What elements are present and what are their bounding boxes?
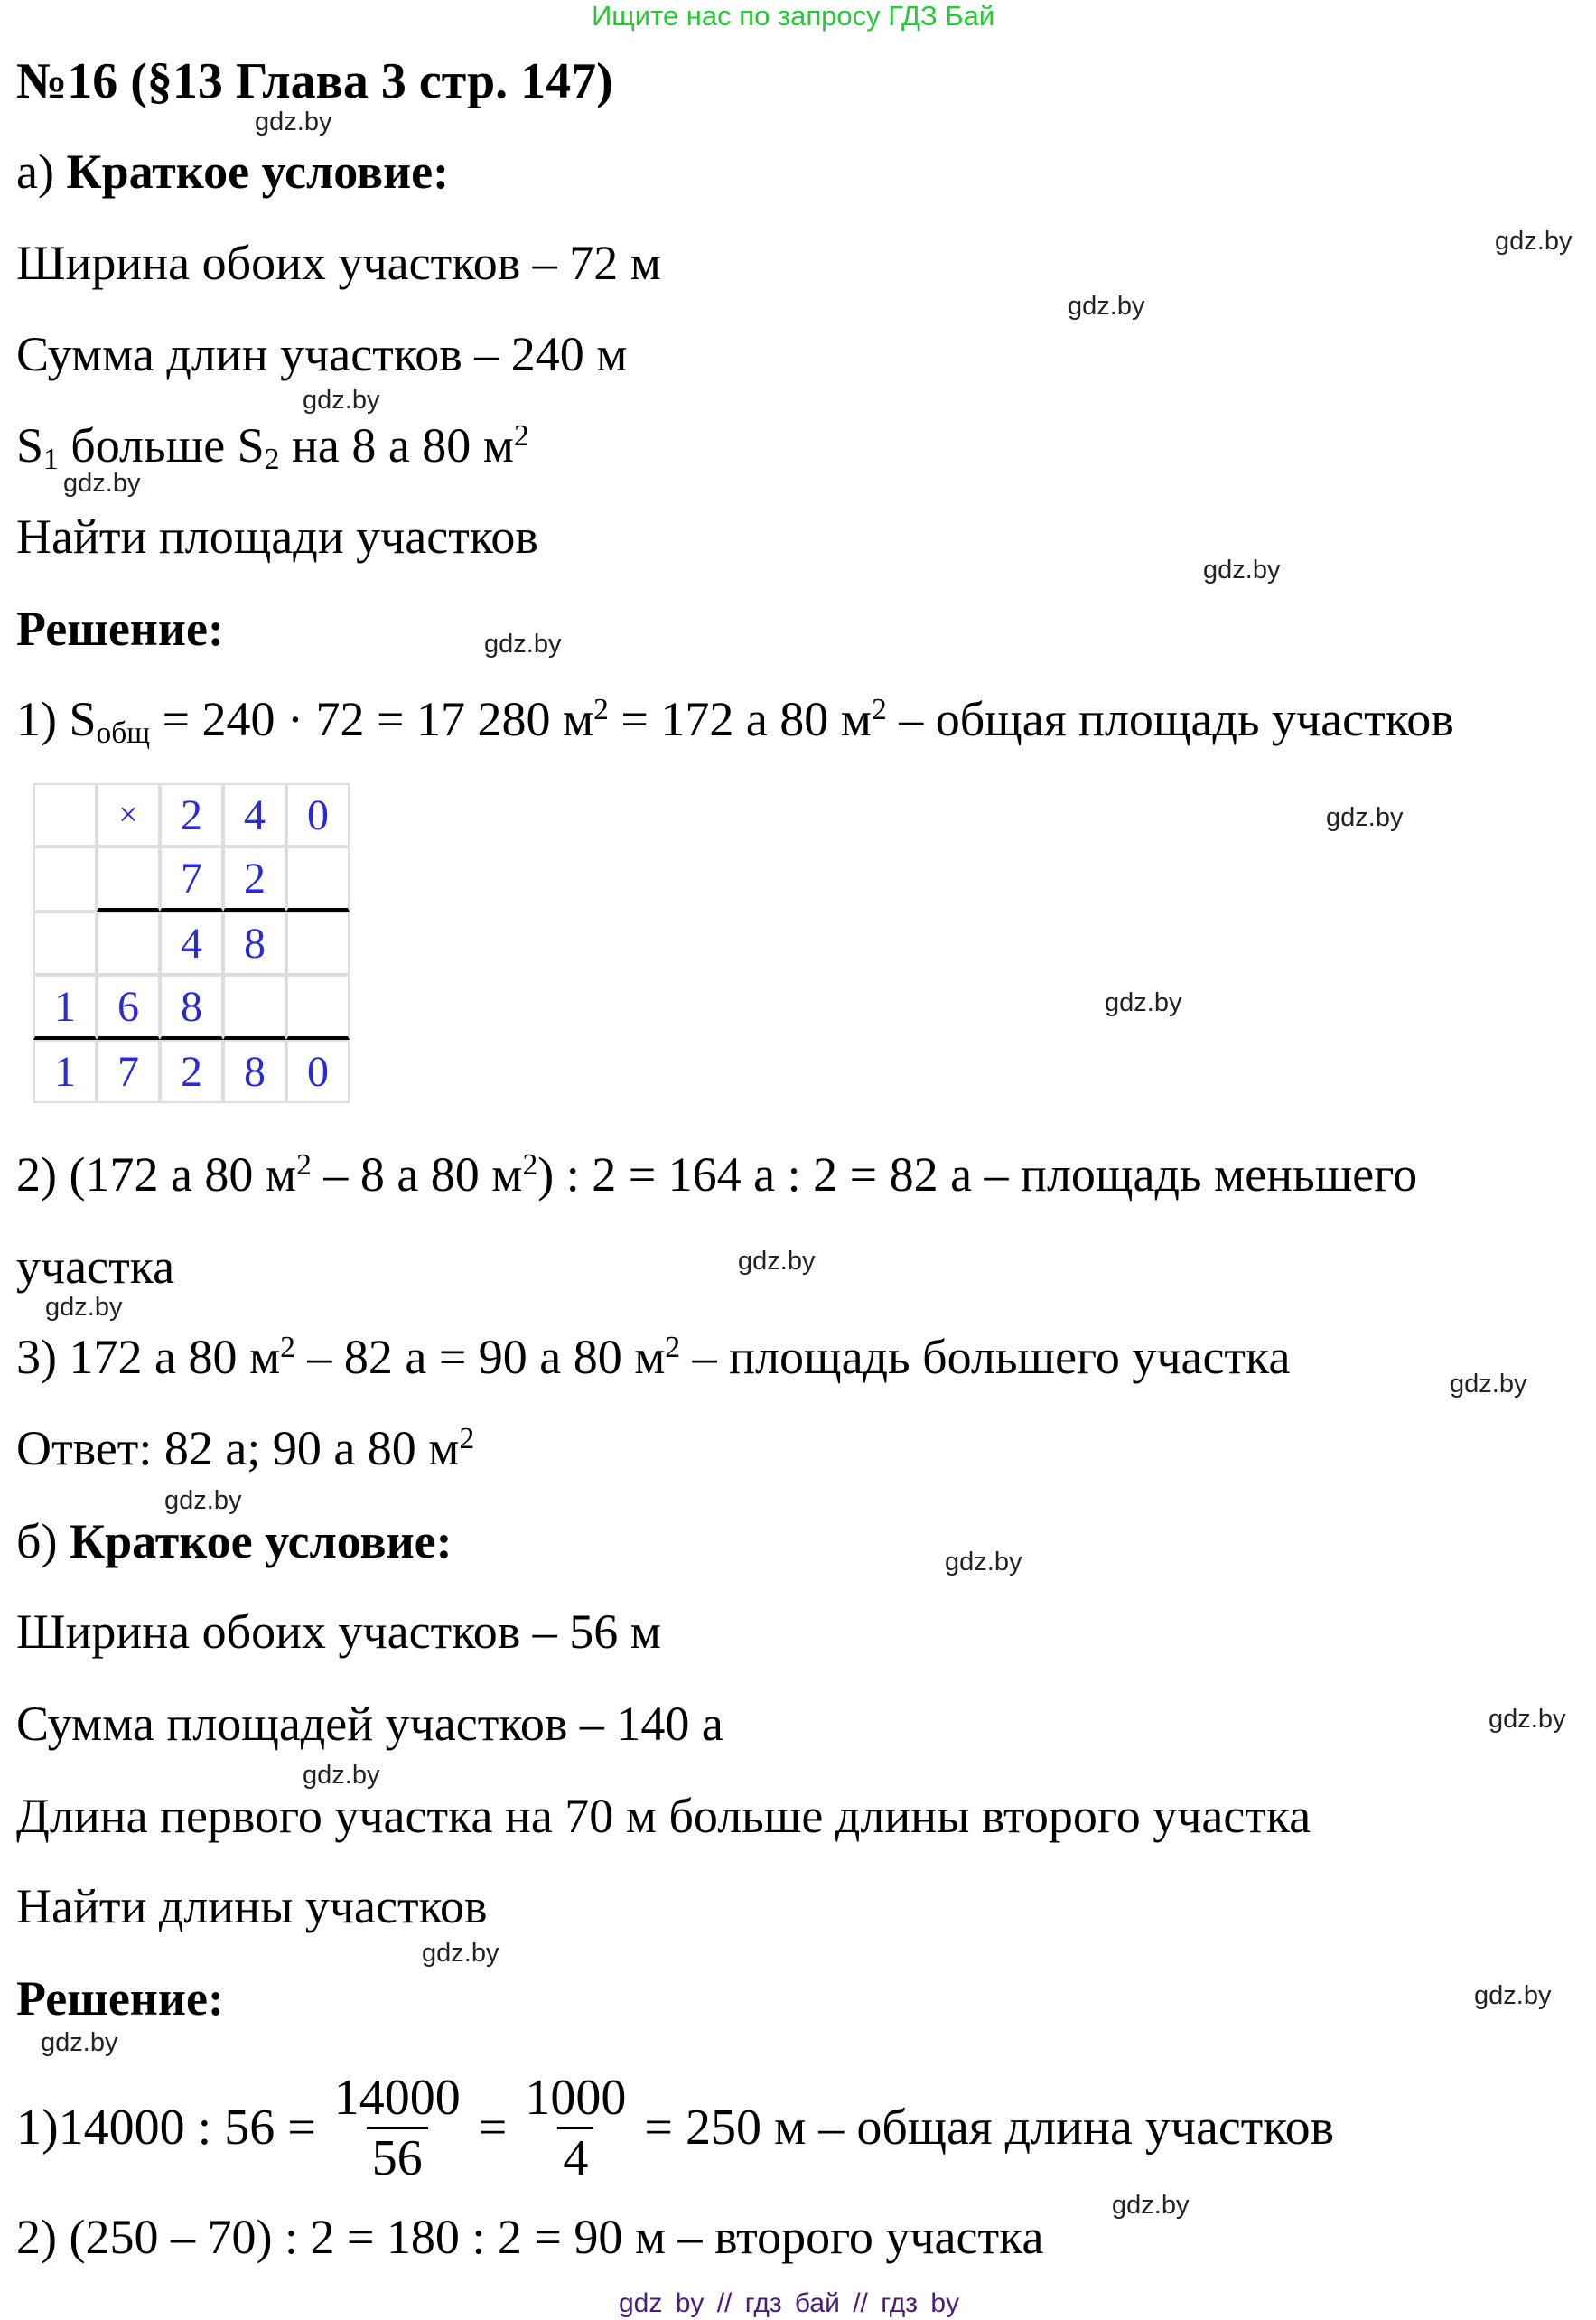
multiplication-table: × 2 4 0 7 2 4 8 1 6 8 1 7 2 8 0 — [33, 783, 350, 1103]
condition-sum-lengths: Сумма длин участков – 240 м — [16, 327, 628, 381]
step2-a-cont: участка — [16, 1240, 175, 1294]
fraction: $\frac{1000}{4}$ — [525, 2069, 627, 2186]
watermark: gdz.by — [1495, 227, 1573, 256]
watermark: gdz.by — [1203, 556, 1281, 585]
footer-links: gdz by // гдз бай // гдз by — [619, 2288, 960, 2318]
step1-a: 1) $S_{общ} = 240 \cdot 72 = 17$ 280 $м^2 = 172$ а 80 $м^2$ – общая площадь участков — [16, 692, 1454, 751]
watermark: gdz.by — [63, 469, 141, 498]
search-banner: Ищите нас по запросу ГДЗ Бай — [592, 0, 995, 32]
condition-width: Ширина обоих участков – 72 м — [16, 236, 661, 290]
step1-b: 1)14000 : 56 = $\frac{14000}{56}$ = $\frac{1000}{4}$ = 250 м – общая длина участков — [16, 2069, 1335, 2186]
watermark: gdz.by — [1326, 803, 1404, 832]
watermark: gdz.by — [303, 386, 380, 415]
watermark: gdz.by — [422, 1939, 499, 1968]
watermark: gdz.by — [1450, 1370, 1527, 1399]
watermark: gdz.by — [484, 630, 562, 659]
times-icon: × — [97, 783, 160, 847]
condition-width-b: Ширина обоих участков – 56 м — [16, 1604, 661, 1659]
part-a-heading: а) Краткое условие: — [16, 145, 450, 199]
solution-heading-a: Решение: — [16, 602, 224, 656]
watermark: gdz.by — [945, 1548, 1022, 1576]
answer-a: Ответ: 82 а; 90 а 80 $м^2$ — [16, 1421, 475, 1475]
watermark: gdz.by — [1112, 2191, 1190, 2220]
watermark: gdz.by — [1068, 292, 1145, 321]
condition-length-diff: Длина первого участка на 70 м больше длины второго участка — [16, 1789, 1311, 1843]
watermark: gdz.by — [303, 1761, 380, 1790]
step3-a: 3) 172 а 80 $м^2 - 82$ а = 90 а 80 $м^2$ – площадь большего участка — [16, 1330, 1291, 1384]
part-a-heading-text: Краткое условие: — [66, 145, 450, 199]
watermark: gdz.by — [164, 1486, 242, 1515]
part-b-heading-text: Краткое условие: — [69, 1514, 453, 1568]
watermark: gdz.by — [1105, 988, 1182, 1017]
step2-b: 2) (250 – 70) : 2 = 180 : 2 = 90 м – второго участка — [16, 2210, 1044, 2264]
watermark: gdz.by — [1489, 1705, 1566, 1734]
watermark: gdz.by — [1474, 1981, 1552, 2010]
condition-find-b: Найти длины участков — [16, 1879, 488, 1933]
condition-sum-areas: Сумма площадей участков – 140 а — [16, 1697, 723, 1751]
condition-find: Найти площади участков — [16, 510, 538, 564]
watermark: gdz.by — [45, 1293, 123, 1322]
step2-a: 2) (172 а 80 $м^2 - 8$ а 80 $м^2$) : 2 = 164 а : 2 = 82 а – площадь меньшего — [16, 1147, 1418, 1202]
fraction: $\frac{14000}{56}$ — [333, 2069, 461, 2186]
watermark: gdz.by — [738, 1247, 816, 1276]
watermark: gdz.by — [41, 2028, 118, 2057]
solution-heading-b: Решение: — [16, 1971, 224, 2025]
page-title: №16 (§13 Глава 3 стр. 147) — [16, 53, 613, 109]
condition-area-diff: $S_1$ больше $S_2$ на 8 а 80 $м^2$ — [16, 418, 529, 477]
watermark: gdz.by — [255, 108, 332, 136]
part-b-heading: б) Краткое условие: — [16, 1514, 453, 1568]
